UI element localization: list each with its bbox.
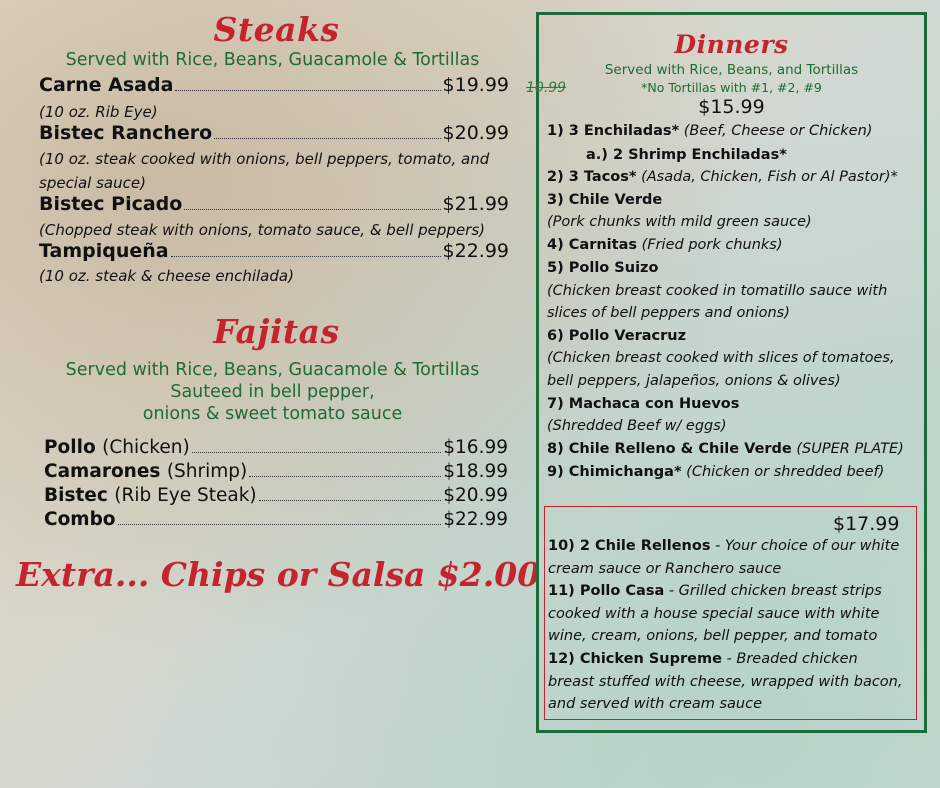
menu-line: (Chicken breast cooked in tomatillo sauce with xyxy=(547,283,888,299)
item-price: $21.99 xyxy=(442,193,509,215)
dinners-price: $15.99 xyxy=(698,96,765,118)
menu-line: (Shredded Beef w/ eggs) xyxy=(547,418,727,434)
item-price: $22.99 xyxy=(442,240,509,262)
menu-line: 7) Machaca con Huevos xyxy=(547,396,740,412)
menu-line: (Pork chunks with mild green sauce) xyxy=(547,214,812,230)
menu-line: 3) Chile Verde xyxy=(547,192,663,208)
steak-item xyxy=(39,122,509,144)
menu-line: 12) Chicken Supreme - Breaded chicken xyxy=(548,651,858,667)
menu-line: bell peppers, jalapeños, onions & olives) xyxy=(547,373,841,389)
menu-line: breast stuffed with cheese, wrapped with bacon, xyxy=(548,674,903,690)
steaks-title: Steaks xyxy=(213,10,340,49)
menu-line: 4) Carnitas (Fried pork chunks) xyxy=(547,237,783,253)
menu-line: 10) 2 Chile Rellenos - Your choice of our white xyxy=(548,538,900,554)
fajita-item xyxy=(44,437,508,458)
fajita-item xyxy=(44,509,508,530)
fajitas-subtitle: onions & sweet tomato sauce xyxy=(142,404,403,424)
item-name: Pollo (Chicken) xyxy=(44,437,190,458)
item-description: (10 oz. steak cooked with onions, bell peppers, tomato, and xyxy=(39,150,490,168)
steaks-subtitle: Served with Rice, Beans, Guacamole & Tortillas xyxy=(65,50,480,70)
item-name: Tampiqueña xyxy=(39,240,169,262)
dinners-title: Dinners xyxy=(674,30,789,59)
fajitas-title: Fajitas xyxy=(213,312,340,351)
item-name: Bistec Picado xyxy=(39,193,183,215)
menu-line: slices of bell peppers and onions) xyxy=(547,305,790,321)
steak-item xyxy=(39,193,509,215)
steak-item xyxy=(39,240,509,262)
item-description: (10 oz. steak & cheese enchilada) xyxy=(39,267,294,285)
fajitas-subtitle: Sauteed in bell pepper, xyxy=(170,382,375,402)
item-price: $20.99 xyxy=(442,122,509,144)
item-name: Bistec (Rib Eye Steak) xyxy=(44,485,257,506)
menu-line: 5) Pollo Suizo xyxy=(547,260,659,276)
dinners-note: *No Tortillas with #1, #2, #9 xyxy=(641,80,822,95)
specials-price: $17.99 xyxy=(833,513,900,535)
menu-line: 2) 3 Tacos* (Asada, Chicken, Fish or Al Pastor)* xyxy=(547,169,898,185)
leader-dots xyxy=(175,90,440,91)
item-description: (10 oz. Rib Eye) xyxy=(39,103,158,121)
leader-dots xyxy=(249,476,441,477)
item-name: Camarones (Shrimp) xyxy=(44,461,248,482)
menu-line: 6) Pollo Veracruz xyxy=(547,328,687,344)
fajita-item xyxy=(44,485,508,506)
item-price: $19.99 xyxy=(442,74,509,96)
item-price: $20.99 xyxy=(443,485,508,506)
fajitas-subtitle: Served with Rice, Beans, Guacamole & Tortillas xyxy=(65,360,480,380)
menu-line: (Chicken breast cooked with slices of tomatoes, xyxy=(547,350,895,366)
menu-line: 11) Pollo Casa - Grilled chicken breast strips xyxy=(548,583,882,599)
leader-dots xyxy=(171,256,441,257)
item-price: $22.99 xyxy=(443,509,508,530)
item-description: special sauce) xyxy=(39,174,146,192)
leader-dots xyxy=(118,524,442,525)
menu-line: and served with cream sauce xyxy=(548,696,763,712)
steak-item xyxy=(39,74,509,96)
leader-dots xyxy=(259,500,442,501)
leader-dots xyxy=(214,138,440,139)
old-price: 10.99 xyxy=(526,80,567,96)
dinners-subtitle: Served with Rice, Beans, and Tortillas xyxy=(604,62,859,78)
item-name: Combo xyxy=(44,509,116,530)
menu-line: a.) 2 Shrimp Enchiladas* xyxy=(586,147,787,163)
menu-line: 8) Chile Relleno & Chile Verde (SUPER PLATE) xyxy=(547,441,904,457)
item-name: Bistec Ranchero xyxy=(39,122,213,144)
leader-dots xyxy=(184,209,440,210)
item-price: $18.99 xyxy=(443,461,508,482)
fajita-item xyxy=(44,461,508,482)
menu-line: wine, cream, onions, bell pepper, and tomato xyxy=(548,628,878,644)
leader-dots xyxy=(192,452,442,453)
menu-line: cooked with a house special sauce with white xyxy=(548,606,880,622)
item-description: (Chopped steak with onions, tomato sauce, & bell peppers) xyxy=(39,221,486,239)
extra-chips-salsa: Extra... Chips or Salsa $2.00 xyxy=(16,555,541,594)
menu-line: cream sauce or Ranchero sauce xyxy=(548,561,782,577)
menu-line: 1) 3 Enchiladas* (Beef, Cheese or Chicken) xyxy=(547,123,873,139)
item-name: Carne Asada xyxy=(39,74,174,96)
menu-line: 9) Chimichanga* (Chicken or shredded beef) xyxy=(547,464,885,480)
item-price: $16.99 xyxy=(443,437,508,458)
